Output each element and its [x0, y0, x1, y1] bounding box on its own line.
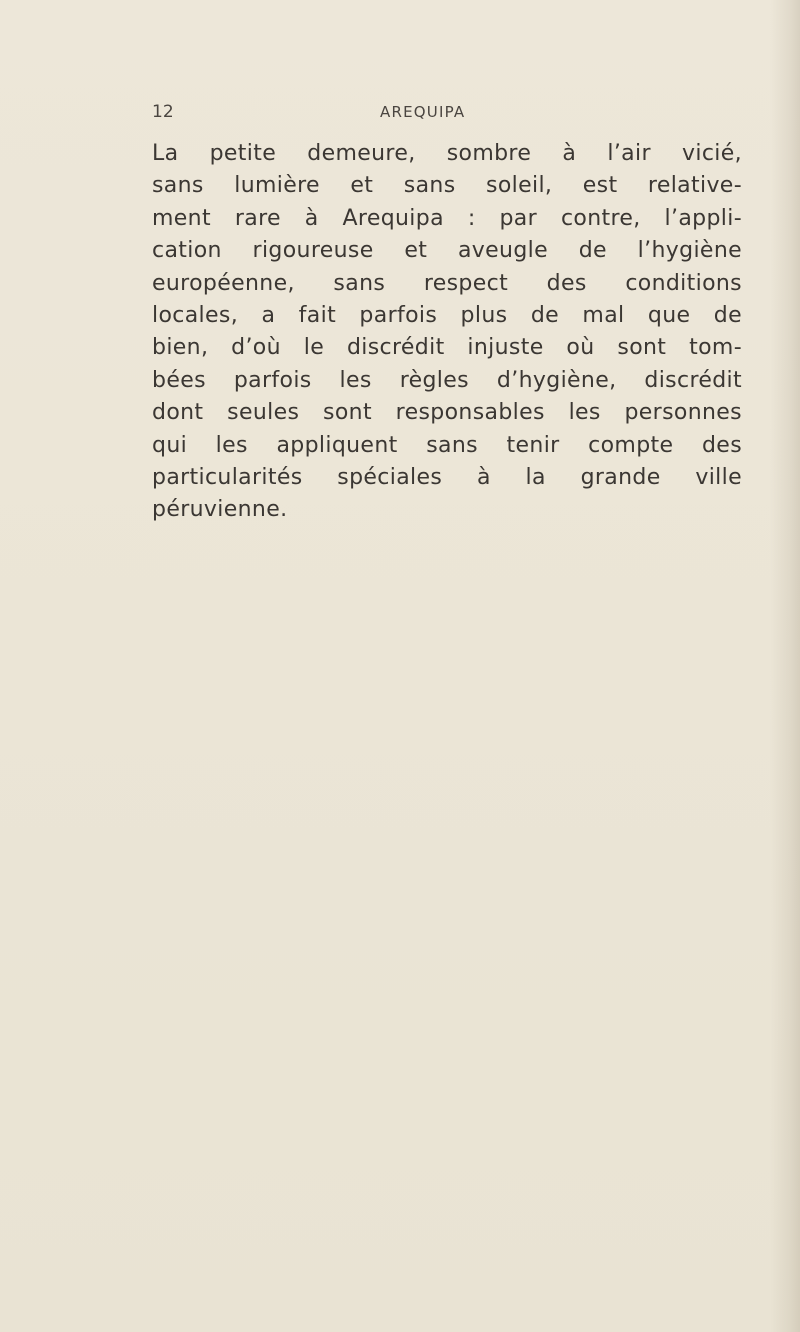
- text-line: sans lumière et sans soleil, est relative-: [152, 173, 742, 199]
- text-line: ment rare à Arequipa : par contre, l’appli-: [152, 205, 742, 231]
- text-line: bien, d’où le discrédit injuste où sont tom-: [152, 335, 742, 361]
- text-line: dont seules sont responsables les personnes: [152, 400, 742, 426]
- page-number: 12: [152, 102, 174, 122]
- text-line: cation rigoureuse et aveugle de l’hygiène: [152, 238, 742, 264]
- text-line: bées parfois les règles d’hygiène, discrédit: [152, 367, 742, 393]
- text-line: particularités spéciales à la grande ville: [152, 464, 742, 490]
- text-line: locales, a fait parfois plus de mal que de: [152, 302, 742, 328]
- running-title: AREQUIPA: [380, 103, 466, 121]
- body-paragraph: [152, 138, 742, 527]
- text-line: européenne, sans respect des conditions: [152, 270, 742, 296]
- text-line: qui les appliquent sans tenir compte des: [152, 432, 742, 458]
- text-line: La petite demeure, sombre à l’air vicié,: [152, 141, 742, 166]
- text-line: péruvienne.: [152, 497, 288, 523]
- page-header: [152, 102, 632, 124]
